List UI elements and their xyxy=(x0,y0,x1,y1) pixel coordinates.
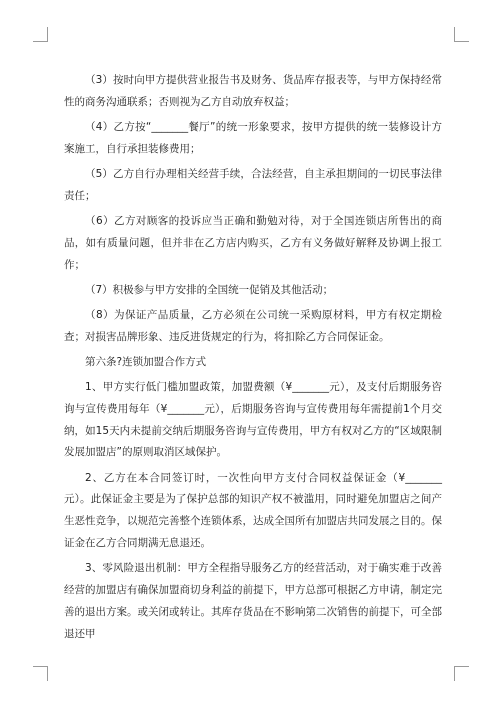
crop-mark-top-right xyxy=(454,27,469,42)
article-6-item-3-exit: 3、零风险退出机制：甲方全程指导服务乙方的经营活动，对于确实难于改善经营的加盟店有确保加盟商切身利益的前提下，甲方总部可根据乙方申请，制定完善的退出方案。或关闭或转让。其库存货品在不影响第二次销售的前提下，可全部退还甲 xyxy=(64,562,442,640)
section-heading-article-6: 第六条?连锁加盟合作方式 xyxy=(85,355,207,368)
article-6-item-2-deposit: 2、乙方在本合同签订时，一次性向甲方支付合同权益保证金（¥_______元）。此保证金主要是为了保护总部的知识产权不被滥用，同时避免加盟店之间产生恶性竞争，以规范完善整个连锁体系，达成全国所有加盟店共同发展之目的。保证金在乙方合同期满无息退还。 xyxy=(64,471,442,550)
crop-mark-top-left xyxy=(33,27,48,42)
clause-4-decoration: （4）乙方按“_______餐厅”的统一形象要求，按甲方提供的统一装修设计方案施工，自行承担装修费用； xyxy=(64,120,442,155)
clause-8-quality: （8）为保证产品质量，乙方必须在公司统一采购原材料，甲方有权定期检查；对损害品牌形象、违反进货规定的行为，将扣除乙方合同保证金。 xyxy=(64,308,442,343)
document-body xyxy=(64,70,442,649)
clause-7-promotions: （7）积极参与甲方安排的全国统一促销及其他活动； xyxy=(85,283,334,296)
clause-3-reporting: （3）按时向甲方提供营业报告书及财务、货品库存报表等，与甲方保持经常性的商务沟通联系；否则视为乙方自动放弃权益； xyxy=(64,74,442,108)
article-6-item-1-fees: 1、甲方实行低门槛加盟政策，加盟费额（¥_______元），及支付后期服务咨询与宣传费用每年（¥_______元），后期服务咨询与宣传费用每年需提前1个月交纳，如15天内未提前交纳后期服务咨询与宣传费用，甲方有权对乙方的“区域限制发展加盟店”的原则取消区域保护。 xyxy=(64,381,442,459)
crop-mark-bottom-left xyxy=(33,666,48,681)
clause-5-legal-liability: （5）乙方自行办理相关经营手续，合法经营，自主承担期间的一切民事法律责任； xyxy=(64,167,442,202)
crop-mark-bottom-right xyxy=(454,666,469,681)
clause-6-complaints: （6）乙方对顾客的投诉应当正确和勤勉对待，对于全国连锁店所售出的商品，如有质量问题，但并非在乙方店内购买，乙方有义务做好解释及协调上报工作； xyxy=(64,214,442,271)
